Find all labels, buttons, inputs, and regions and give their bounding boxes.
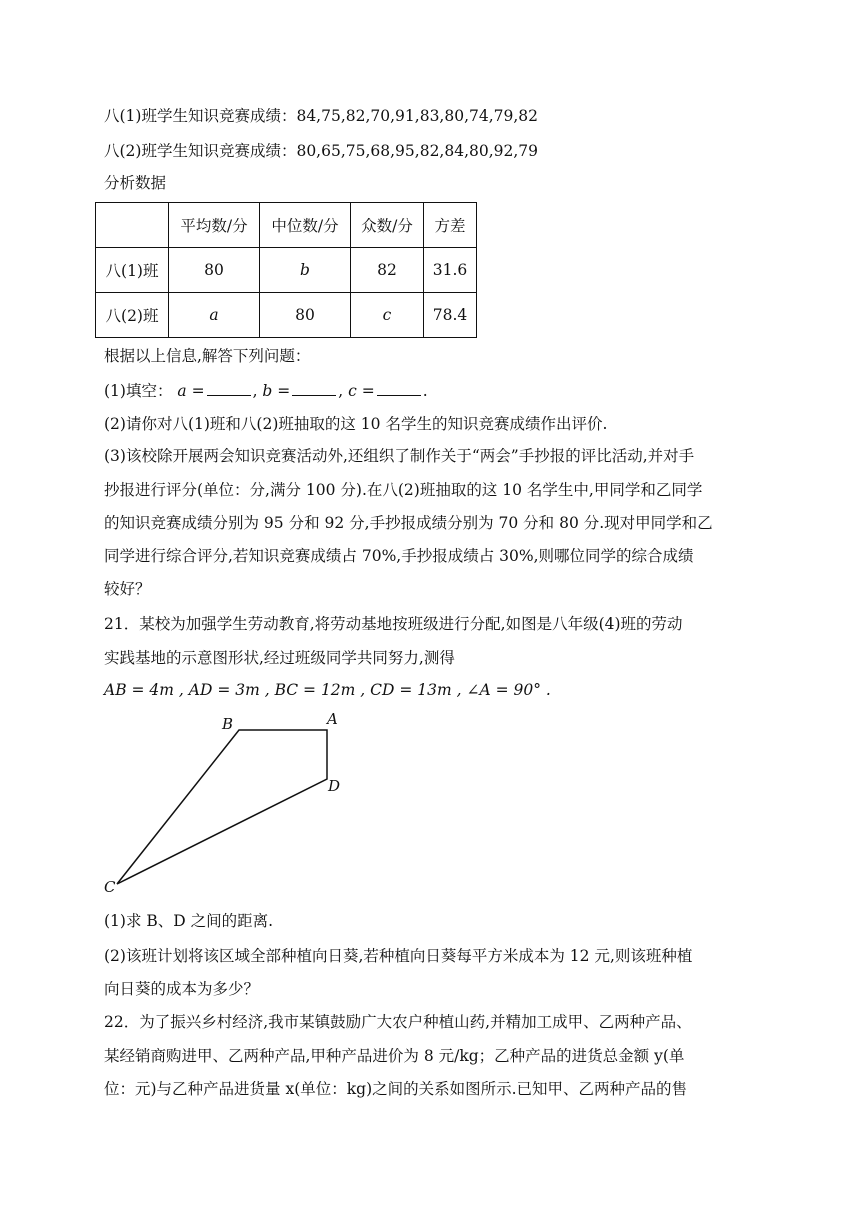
table-cell: 31.6 bbox=[424, 248, 477, 293]
q21-part1: (1)求 B、D 之间的距离. bbox=[104, 912, 274, 930]
quadrilateral-shape bbox=[117, 730, 327, 884]
table-cell: 80 bbox=[169, 248, 260, 293]
table-cell: 80 bbox=[260, 293, 351, 338]
q21-line2: 实践基地的示意图形状,经过班级同学共同努力,测得 bbox=[104, 649, 455, 667]
table-cell: 78.4 bbox=[424, 293, 477, 338]
vertex-label-b: B bbox=[222, 715, 234, 733]
blank-c-label: c = bbox=[348, 382, 375, 400]
table-cell: a bbox=[169, 293, 260, 338]
q20-part2: (2)请你对八(1)班和八(2)班抽取的这 10 名学生的知识竞赛成绩作出评价. bbox=[104, 415, 608, 433]
vertex-label-c: C bbox=[104, 878, 116, 896]
blank-b-label: b = bbox=[262, 382, 291, 400]
table-header-cell: 平均数/分 bbox=[169, 203, 260, 248]
table-header-cell: 众数/分 bbox=[351, 203, 424, 248]
q21-measurements: AB = 4m , AD = 3m , BC = 12m , CD = 13m , ∠A = 90° . bbox=[104, 681, 551, 699]
q22-line1: 22．为了振兴乡村经济,我市某镇鼓励广大农户种植山药,并精加工成甲、乙两种产品、 bbox=[104, 1013, 692, 1031]
blank-a-label: a = bbox=[177, 382, 205, 400]
q20-part3-line5: 较好？ bbox=[104, 580, 151, 598]
q22-line2: 某经销商购进甲、乙两种产品,甲种产品进价为 8 元/kg；乙种产品的进货总金额 y(单 bbox=[104, 1047, 685, 1065]
table-cell: 82 bbox=[351, 248, 424, 293]
q20-part3-line3: 的知识竞赛成绩分别为 95 分和 92 分,手抄报成绩分别为 70 分和 80 分.现对甲同学和乙 bbox=[104, 514, 713, 532]
table-cell: c bbox=[351, 293, 424, 338]
table-cell: 八(2)班 bbox=[96, 293, 169, 338]
table-cell: 八(1)班 bbox=[96, 248, 169, 293]
q20-part3-line2: 抄报进行评分(单位：分,满分 100 分).在八(2)班抽取的这 10 名学生中,甲同学和乙同学 bbox=[104, 481, 703, 499]
q20-intro: 根据以上信息,解答下列问题： bbox=[104, 347, 311, 365]
class2-scores: 八(2)班学生知识竞赛成绩：80,65,75,68,95,82,84,80,92,79 bbox=[104, 142, 539, 160]
q20-part3-line1: (3)该校除开展两会知识竞赛活动外,还组织了制作关于“两会”手抄报的评比活动,并对手 bbox=[104, 447, 695, 465]
table-cell: b bbox=[260, 248, 351, 293]
q22-line3: 位：元)与乙种产品进货量 x(单位：kg)之间的关系如图所示.已知甲、乙两种产品的售 bbox=[104, 1080, 688, 1098]
table-header-cell: 中位数/分 bbox=[260, 203, 351, 248]
q21-part2-line2: 向日葵的成本为多少？ bbox=[104, 980, 260, 998]
q20-part1-prefix: (1)填空： bbox=[104, 382, 173, 400]
vertex-label-d: D bbox=[328, 777, 341, 795]
class1-scores: 八(1)班学生知识竞赛成绩：84,75,82,70,91,83,80,74,79,82 bbox=[104, 107, 539, 125]
q21-part2-line1: (2)该班计划将该区域全部种植向日葵,若种植向日葵每平方米成本为 12 元,则该班种植 bbox=[104, 947, 693, 965]
analysis-title: 分析数据 bbox=[104, 174, 167, 192]
q20-part1: (1)填空： a = , b = , c = . bbox=[104, 382, 428, 400]
q20-part3-line4: 同学进行综合评分,若知识竞赛成绩占 70%,手抄报成绩占 30%,则哪位同学的综合成绩 bbox=[104, 547, 694, 565]
q21-line1: 21．某校为加强学生劳动教育,将劳动基地按班级进行分配,如图是八年级(4)班的劳动 bbox=[104, 615, 683, 633]
table-header-cell: 方差 bbox=[424, 203, 477, 248]
vertex-label-a: A bbox=[327, 710, 338, 728]
